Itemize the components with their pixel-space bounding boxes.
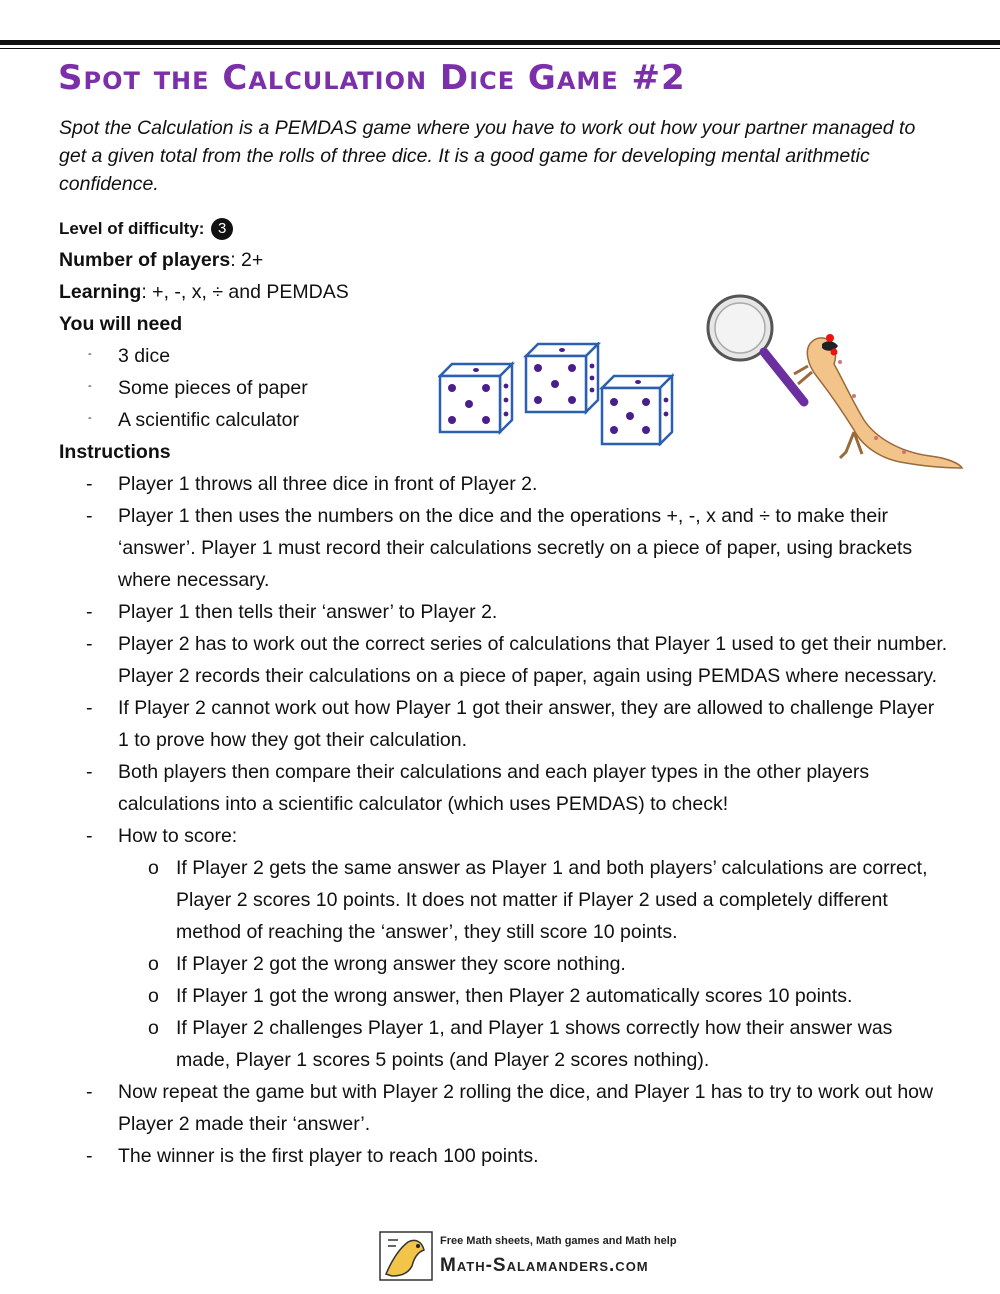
list-item: - Both players then compare their calculations and each player types in the other players calculations into a scientific calculator (which uses PEMDAS) to check! [86, 761, 870, 815]
salamander-icon [794, 334, 962, 468]
instructions-list [59, 468, 949, 1172]
list-item: - Now repeat the game but with Player 2 rolling the dice, and Player 1 has to try to work out how Player 2 made their ‘answer’. [86, 1081, 934, 1135]
difficulty-badge: 3 [211, 218, 233, 240]
players-value: : 2+ [230, 249, 264, 271]
footer-tagline: Free Math sheets, Math games and Math help [440, 1235, 677, 1247]
footer-logo[interactable] [378, 1226, 678, 1286]
top-rule [0, 40, 1000, 45]
list-item: - A scientific calculator [88, 409, 299, 431]
top-rule-thin [0, 48, 1000, 49]
list-item: - The winner is the first player to reach 100 points. [86, 1145, 539, 1167]
list-item: o If Player 2 challenges Player 1, and Player 1 shows correctly how their answer was made, Player 1 scores 5 points (and Player 2 scores nothing). [148, 1017, 893, 1071]
salamander-magnifier-illustration [704, 292, 966, 476]
salamander-logo-icon [378, 1230, 434, 1282]
list-item: - Player 1 throws all three dice in front of Player 2. [86, 473, 538, 495]
dice-illustration [438, 342, 674, 446]
learning-label: Learning [59, 281, 142, 303]
list-item: o If Player 2 got the wrong answer they score nothing. [148, 953, 626, 975]
difficulty-line [59, 213, 233, 245]
players-label: Number of players [59, 249, 231, 271]
instructions-heading: Instructions [59, 441, 171, 463]
magnifying-glass-icon [708, 296, 804, 402]
list-item: - Player 1 then tells their ‘answer’ to Player 2. [86, 601, 498, 623]
need-heading: You will need [59, 313, 183, 335]
learning-line [59, 276, 349, 308]
list-item: - If Player 2 cannot work out how Player 1 got their answer, they are allowed to challenge Player 1 to prove how they got their calculation. [86, 697, 935, 751]
list-item: - Player 1 then uses the numbers on the dice and the operations +, -, x and ÷ to make their ‘answer’. Player 1 must record their calculations secretly on a piece of paper, using brackets where necessary. [86, 505, 913, 591]
intro-paragraph: Spot the Calculation is a PEMDAS game where you have to work out how your partner managed to get a given total from the rolls of three dice. It is a good game for developing mental arithmetic confidence. [59, 117, 916, 195]
list-item: - Player 2 has to work out the correct series of calculations that Player 1 used to get their number. Player 2 records their calculations on a piece of paper, again using PEMDAS where necessary. [86, 633, 948, 687]
scoring-list [118, 852, 949, 1076]
footer-site-link[interactable]: Math-Salamanders.com [440, 1255, 649, 1276]
die-right-icon [602, 376, 672, 444]
list-item: - Some pieces of paper [88, 377, 308, 399]
list-item: o If Player 1 got the wrong answer, then Player 2 automatically scores 10 points. [148, 985, 853, 1007]
players-line [59, 244, 263, 276]
difficulty-label: Level of difficulty: [59, 219, 205, 238]
list-item: - 3 dice [88, 345, 171, 367]
need-list [59, 340, 308, 436]
list-item: o If Player 2 gets the same answer as Player 1 and both players’ calculations are correct, Player 2 scores 10 points. It does not matter if Player 2 used a completely different method of reaching the ‘answer’, they still score 10 points. [148, 857, 928, 943]
page-title: Spot the Calculation Dice Game #2 [58, 58, 686, 98]
list-item: - How to score: o If Player 2 gets the same answer as Player 1 and both players’ calculations are correct, Player 2 scores 10 points. It does not matter if Player 2 used a completely different method of reaching the ‘answer’, they still score 10 points. o If Player 2 got the wrong answer they score nothing. o If Player 1 got the wrong answer, then Player 2 automatically scores 10 points. o If Player 2 challenges Player 1, and Player 1 shows correctly how their answer was made, Player 1 scores 5 points (and Player 2 scores nothing). [59, 820, 949, 1076]
learning-value: : +, -, x, ÷ and PEMDAS [141, 281, 349, 303]
